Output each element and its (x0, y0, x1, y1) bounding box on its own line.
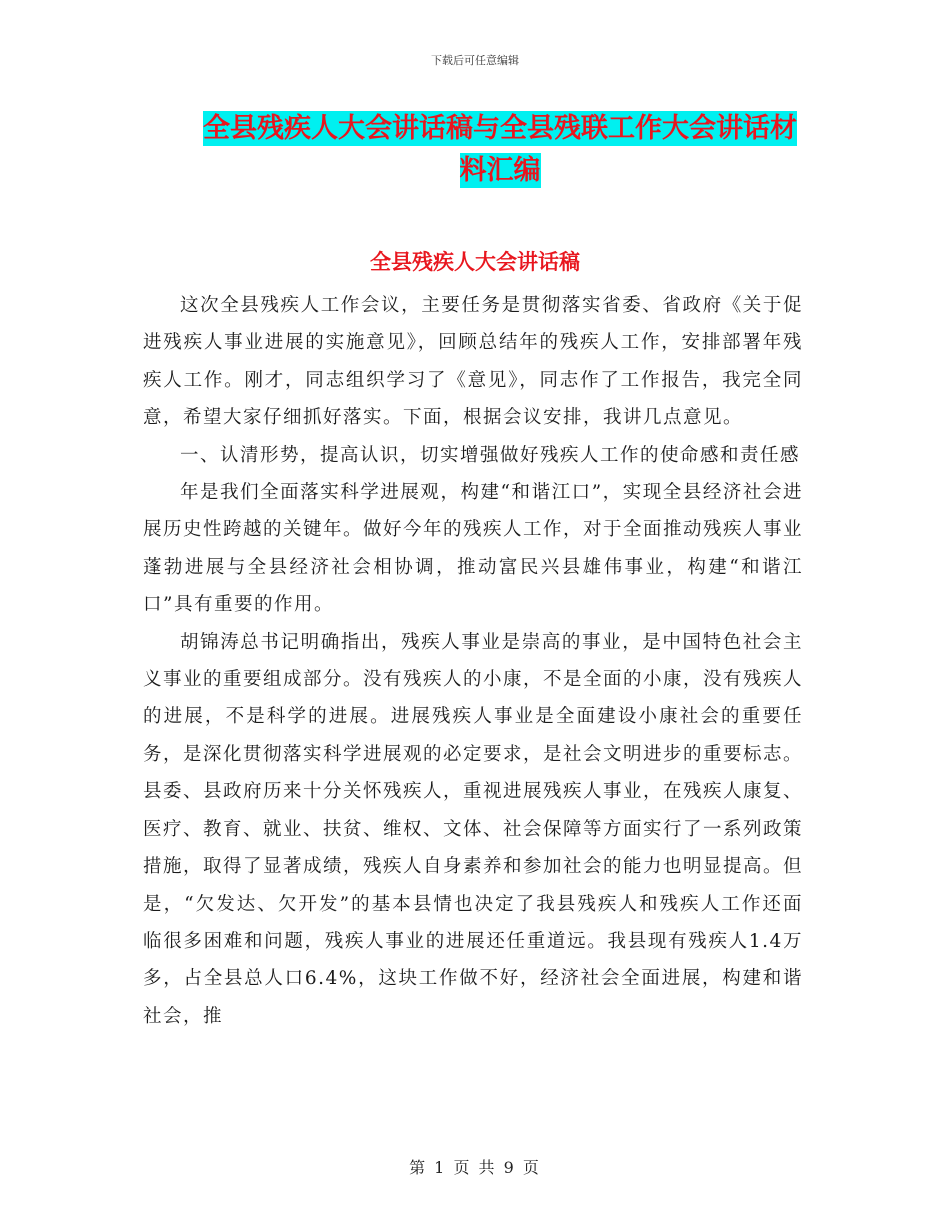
paragraph-2: 一、认清形势，提高认识，切实增强做好残疾人工作的使命感和责任感 (180, 444, 801, 466)
document-title-text: 全县残疾人大会讲话稿与全县残联工作大会讲话材料汇编 (203, 113, 797, 186)
header-note: 下载后可任意编辑 (431, 54, 519, 67)
section-title: 全县残疾人大会讲话稿 (370, 250, 580, 274)
document-title (190, 108, 810, 192)
paragraph-1: 这次全县残疾人工作会议，主要任务是贯彻落实省委、省政府《关于促进残疾人事业进展的实施意见》，回顾总结年的残疾人工作，安排部署年残疾人工作。刚才，同志组织学习了《意见》，同志作了工作报告，我完全同意，希望大家仔细抓好落实。下面，根据会议安排，我讲几点意见。 (143, 295, 803, 429)
document-body (143, 287, 803, 1035)
paragraph-3: 年是我们全面落实科学进展观，构建“和谐江口”，实现全县经济社会进展历史性跨越的关键年。做好今年的残疾人工作，对于全面推动残疾人事业蓬勃进展与全县经济社会相协调，推动富民兴县雄伟事业，构建“和谐江口”具有重要的作用。 (143, 482, 804, 616)
page-footer: 第 1 页 共 9 页 (409, 1158, 541, 1177)
paragraph-4: 胡锦涛总书记明确指出，残疾人事业是崇高的事业，是中国特色社会主义事业的重要组成部分。没有残疾人的小康，不是全面的小康，没有残疾人的进展，不是科学的进展。进展残疾人事业是全面建设小康社会的重要任务，是深化贯彻落实科学进展观的必定要求，是社会文明进步的重要标志。县委、县政府历来十分关怀残疾人，重视进展残疾人事业，在残疾人康复、医疗、教育、就业、扶贫、维权、文体、社会保障等方面实行了一系列政策措施，取得了显著成绩，残疾人自身素养和参加社会的能力也明显提高。但是，“欠发达、欠开发”的基本县情也决定了我县残疾人和残疾人工作还面临很多困难和问题，残疾人事业的进展还任重道远。我县现有残疾人1.4万多，占全县总人口6.4%，这块工作做不好，经济社会全面进展，构建和谐社会，推 (143, 631, 804, 1027)
